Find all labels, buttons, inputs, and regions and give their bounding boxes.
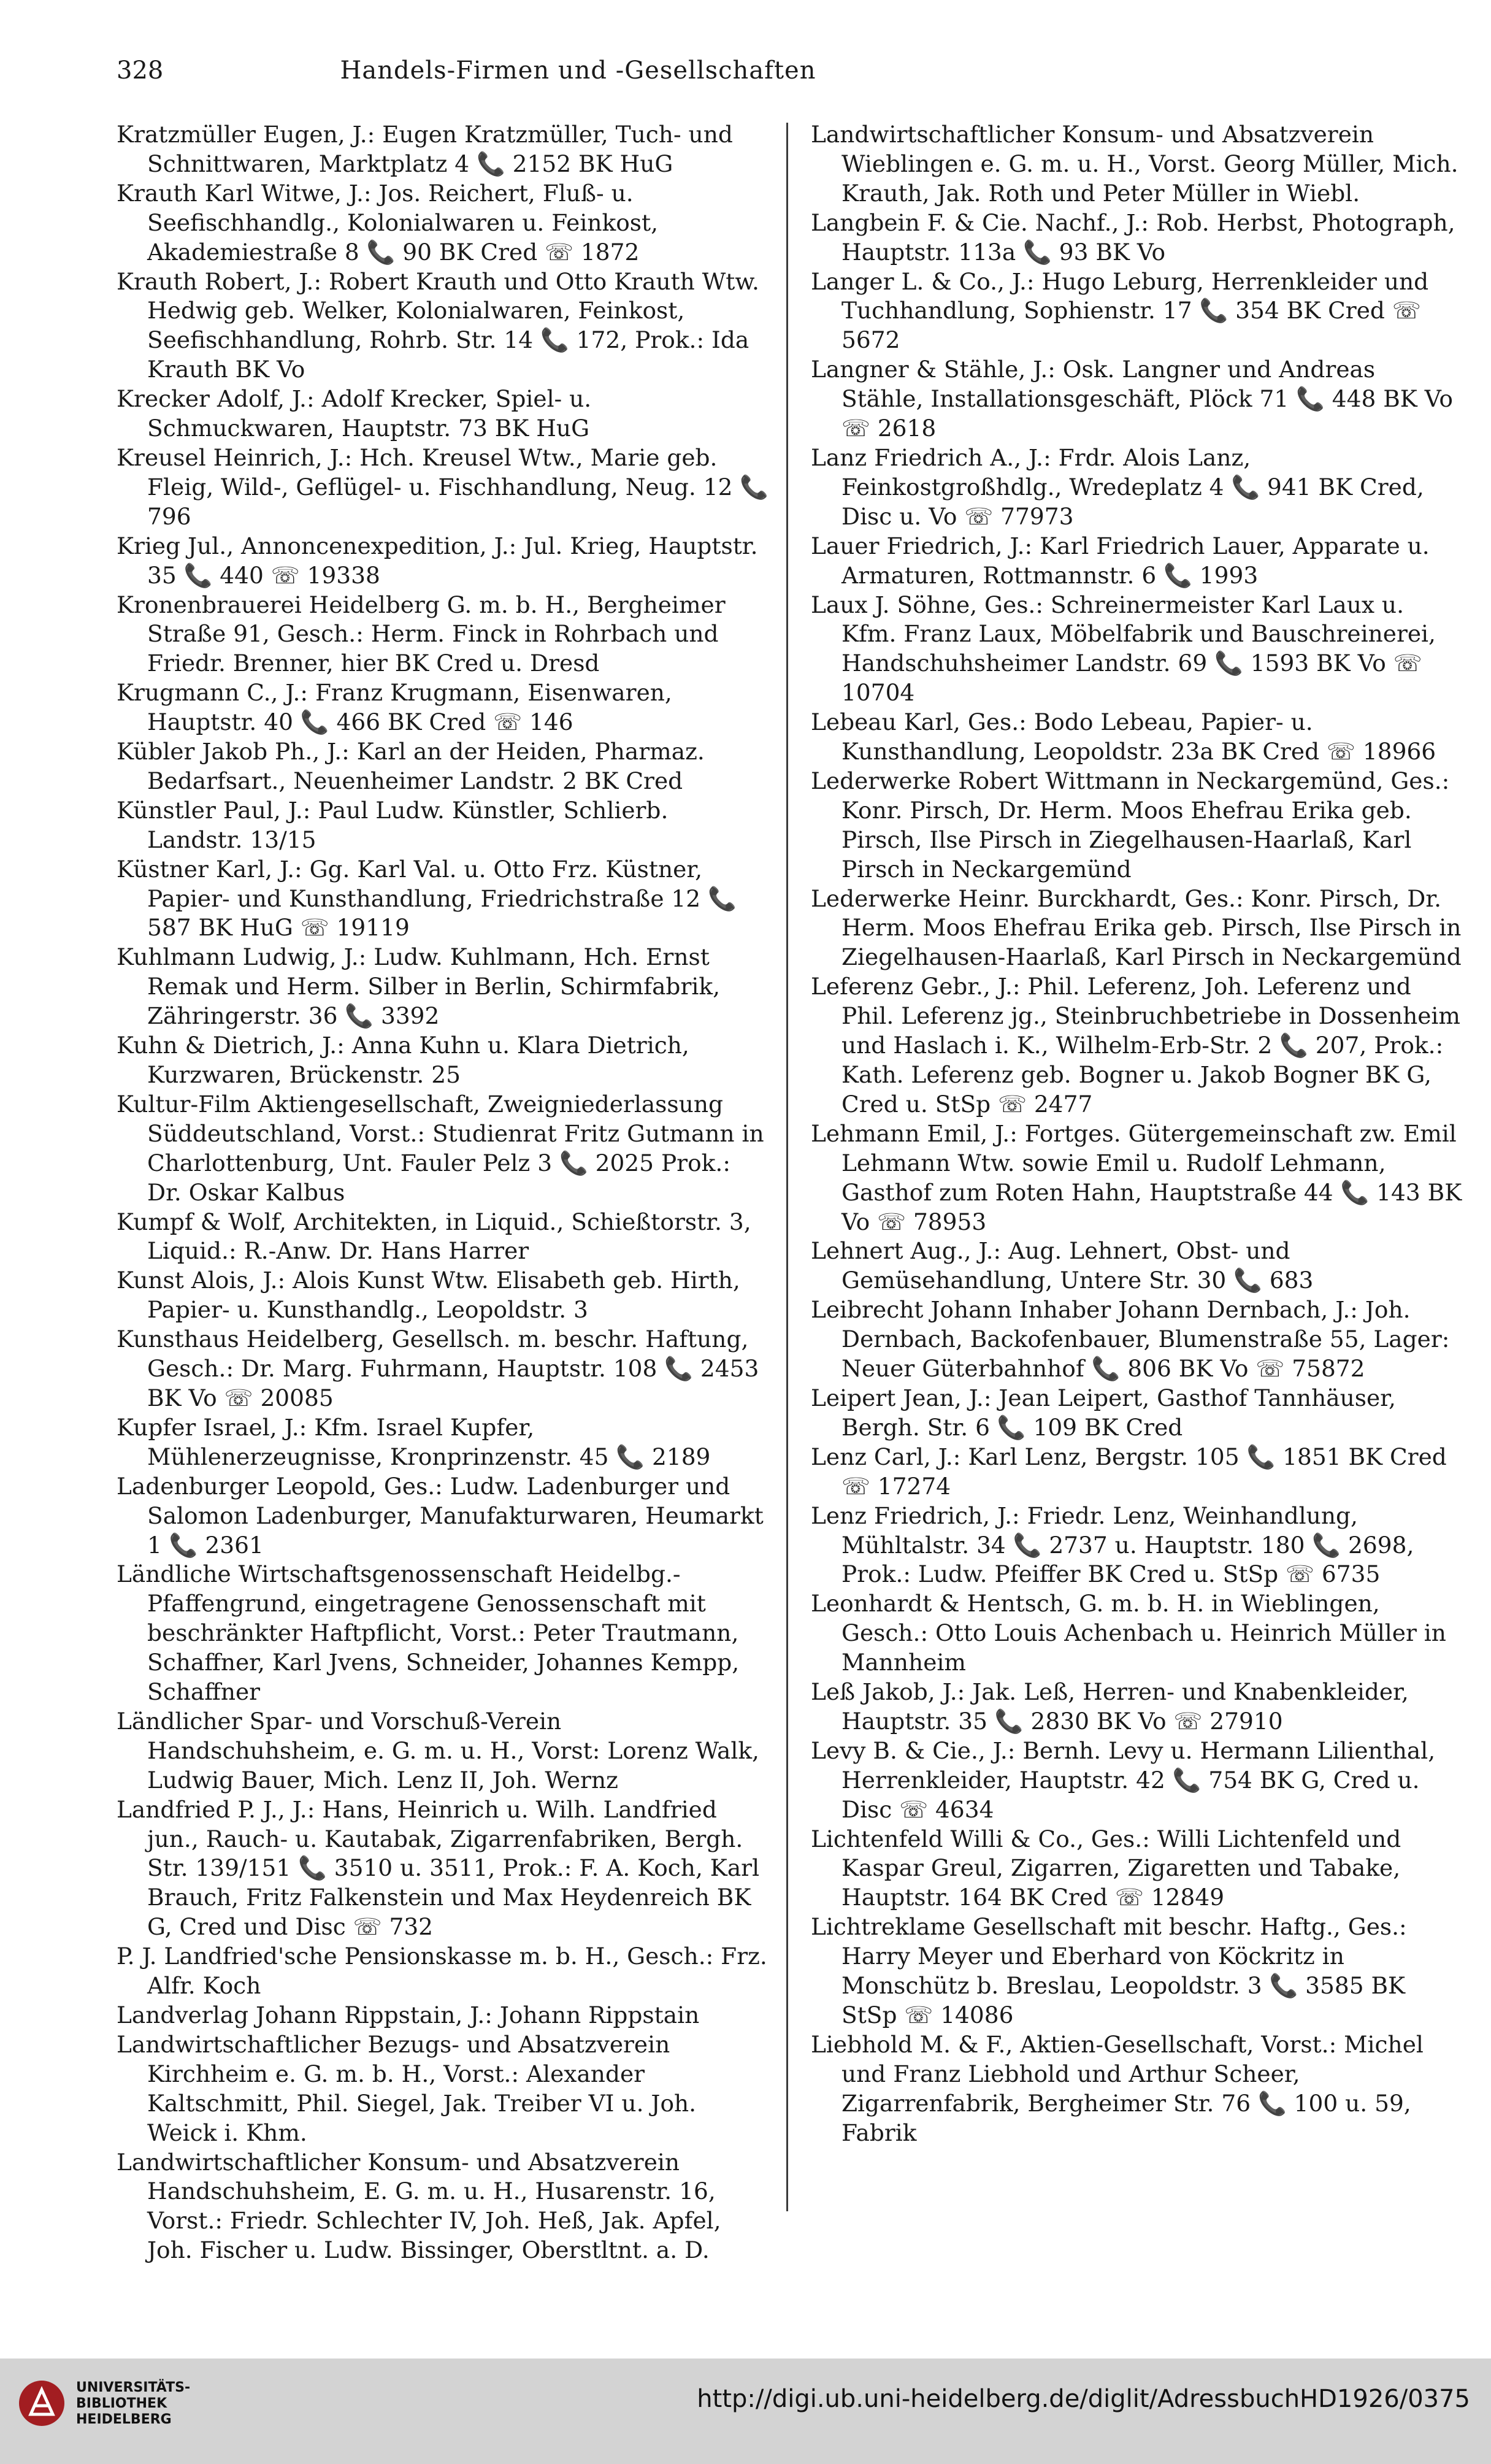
directory-entry: Kreusel Heinrich, J.: Hch. Kreusel Wtw., Marie geb. Fleig, Wild-, Geflügel- u. Fischhandlung, Neug. 12 📞 796 <box>117 443 769 530</box>
directory-entry: Krugmann C., J.: Franz Krugmann, Eisenwaren, Hauptstr. 40 📞 466 BK Cred ☏ 146 <box>117 679 672 736</box>
directory-entry: Kunsthaus Heidelberg, Gesellsch. m. beschr. Haftung, Gesch.: Dr. Marg. Fuhrmann, Hauptstr. 108 📞 2453 BK Vo ☏ 20085 <box>117 1326 759 1411</box>
directory-entry: Lederwerke Robert Wittmann in Neckargemünd, Ges.: Konr. Pirsch, Dr. Herm. Moos Ehefrau Erika geb. Pirsch, Ilse Pirsch in Ziegelhausen-Haarlaß, Karl Pirsch in Neckargemünd <box>811 767 1450 883</box>
directory-entry: P. J. Landfried'sche Pensionskasse m. b. H., Gesch.: Frz. Alfr. Koch <box>117 1943 767 2000</box>
directory-entry: Küstner Karl, J.: Gg. Karl Val. u. Otto Frz. Küstner, Papier- und Kunsthandlung, Friedrichstraße 12 📞 587 BK HuG ☏ 19119 <box>117 855 737 942</box>
directory-entry: Langbein F. & Cie. Nachf., J.: Rob. Herbst, Photograph, Hauptstr. 113a 📞 93 BK Vo <box>811 209 1455 266</box>
directory-entry: Kronenbrauerei Heidelberg G. m. b. H., Bergheimer Straße 91, Gesch.: Herm. Finck in Rohrbach und Friedr. Brenner, hier BK Cred u. Dresd <box>117 591 726 677</box>
library-name <box>76 2380 190 2428</box>
source-url-link[interactable]: http://digi.ub.uni-heidelberg.de/diglit/AdressbuchHD1926/0375 <box>697 2385 1470 2413</box>
directory-entry: Lenz Carl, J.: Karl Lenz, Bergstr. 105 📞 1851 BK Cred ☏ 17274 <box>811 1443 1447 1500</box>
directory-entry: Kumpf & Wolf, Architekten, in Liquid., Schießtorstr. 3, Liquid.: R.-Anw. Dr. Hans Harrer <box>117 1208 751 1265</box>
directory-entry: Krieg Jul., Annoncenexpedition, J.: Jul. Krieg, Hauptstr. 35 📞 440 ☏ 19338 <box>117 532 758 589</box>
directory-entry: Lichtreklame Gesellschaft mit beschr. Haftg., Ges.: Harry Meyer und Eberhard von Köckritz in Monschütz b. Breslau, Leopoldstr. 3 📞 3585 BK StSp ☏ 14086 <box>811 1913 1407 2028</box>
directory-entry: Leibrecht Johann Inhaber Johann Dernbach, J.: Joh. Dernbach, Backofenbauer, Blumenstraße 55, Lager: Neuer Güterbahnhof 📞 806 BK Vo ☏ 75872 <box>811 1296 1450 1383</box>
directory-entry: Krecker Adolf, J.: Adolf Krecker, Spiel- u. Schmuckwaren, Hauptstr. 73 BK HuG <box>117 385 592 442</box>
directory-entry: Landverlag Johann Rippstain, J.: Johann Rippstain <box>117 2002 700 2028</box>
directory-entry: Levy B. & Cie., J.: Bernh. Levy u. Hermann Lilienthal, Herrenkleider, Hauptstr. 42 📞 754 BK G, Cred u. Disc ☏ 4634 <box>811 1737 1436 1823</box>
directory-entry: Landwirtschaftlicher Konsum- und Absatzverein Handschuhsheim, E. G. m. u. H., Husarenstr. 16, Vorst.: Friedr. Schlechter IV, Joh. Heß, Jak. Apfel, Joh. Fischer u. Ludw. Bissinger, Oberstltnt. a. D. <box>117 2148 721 2264</box>
directory-entry: Lehnert Aug., J.: Aug. Lehnert, Obst- und Gemüsehandlung, Untere Str. 30 📞 683 <box>811 1237 1314 1294</box>
directory-entry: Kunst Alois, J.: Alois Kunst Wtw. Elisabeth geb. Hirth, Papier- u. Kunsthandlg., Leopoldstr. 3 <box>117 1267 740 1324</box>
directory-entry: Kultur-Film Aktiengesellschaft, Zweigniederlassung Süddeutschland, Vorst.: Studienrat Fritz Gutmann in Charlottenburg, Unt. Fauler Pelz 3 📞 2025 Prok.: Dr. Oskar Kalbus <box>117 1090 764 1206</box>
page-header <box>117 56 1040 96</box>
directory-entry: Laux J. Söhne, Ges.: Schreinermeister Karl Laux u. Kfm. Franz Laux, Möbelfabrik und Bauschreinerei, Handschuhsheimer Landstr. 69 📞 1593 BK Vo ☏ 10704 <box>811 591 1436 707</box>
directory-entry: Ladenburger Leopold, Ges.: Ludw. Ladenburger und Salomon Ladenburger, Manufakturwaren, Heumarkt 1 📞 2361 <box>117 1472 764 1559</box>
directory-entry: Leipert Jean, J.: Jean Leipert, Gasthof Tannhäuser, Bergh. Str. 6 📞 109 BK Cred <box>811 1384 1396 1441</box>
directory-entry: Landfried P. J., J.: Hans, Heinrich u. Wilh. Landfried jun., Rauch- u. Kautabak, Zigarrenfabriken, Bergh. Str. 139/151 📞 3510 u. 3511, Prok.: F. A. Koch, Karl Brauch, Fritz Falkenstein und Max Heydenreich BK G, Cred und Disc ☏ 732 <box>117 1795 760 1941</box>
directory-entry: Lederwerke Heinr. Burckhardt, Ges.: Konr. Pirsch, Dr. Herm. Moos Ehefrau Erika geb. Pirsch, Ilse Pirsch in Ziegelhausen-Haarlaß, Karl Pirsch in Neckargemünd <box>811 885 1462 971</box>
directory-entry: Leferenz Gebr., J.: Phil. Leferenz, Joh. Leferenz und Phil. Leferenz jg., Steinbruchbetriebe in Dossenheim und Haslach i. K., Wilhelm-Erb-Str. 2 📞 207, Prok.: Kath. Leferenz geb. Bogner u. Jakob Bogner BK G, Cred u. StSp ☏ 2477 <box>811 973 1460 1118</box>
directory-entry: Landwirtschaftlicher Konsum- und Absatzverein Wieblingen e. G. m. u. H., Vorst. Georg Müller, Mich. Krauth, Jak. Roth und Peter Müller in Wiebl. <box>811 121 1458 207</box>
page-number: 328 <box>117 56 164 85</box>
directory-entry: Leß Jakob, J.: Jak. Leß, Herren- und Knabenkleider, Hauptstr. 35 📞 2830 BK Vo ☏ 27910 <box>811 1678 1409 1735</box>
directory-entry: Liebhold M. & F., Aktien-Gesellschaft, Vorst.: Michel und Franz Liebhold und Arthur Scheer, Zigarrenfabrik, Bergheimer Str. 76 📞 100 u. 59, Fabrik <box>811 2030 1424 2146</box>
running-title: Handels-Firmen und -Gesellschaften <box>340 56 816 85</box>
library-name-line: UNIVERSITÄTS- <box>76 2380 191 2395</box>
directory-entry: Krauth Robert, J.: Robert Krauth und Otto Krauth Wtw. Hedwig geb. Welker, Kolonialwaren, Feinkost, Seefischhandlung, Rohrb. Str. 14 📞 172, Prok.: Ida Krauth BK Vo <box>117 267 759 383</box>
right-column <box>811 120 1464 2148</box>
directory-entry: Langer L. & Co., J.: Hugo Leburg, Herrenkleider und Tuchhandlung, Sophienstr. 17 📞 354 BK Cred ☏ 5672 <box>811 267 1429 354</box>
directory-entry: Krauth Karl Witwe, J.: Jos. Reichert, Fluß- u. Seefischhandlg., Kolonialwaren u. Feinkost, Akademiestraße 8 📞 90 BK Cred ☏ 1872 <box>117 179 659 266</box>
directory-entry: Kupfer Israel, J.: Kfm. Israel Kupfer, Mühlenerzeugnisse, Kronprinzenstr. 45 📞 2189 <box>117 1413 711 1470</box>
directory-entry: Lichtenfeld Willi & Co., Ges.: Willi Lichtenfeld und Kaspar Greul, Zigarren, Zigaretten und Tabake, Hauptstr. 164 BK Cred ☏ 12849 <box>811 1825 1401 1911</box>
directory-entry: Kübler Jakob Ph., J.: Karl an der Heiden, Pharmaz. Bedarfsart., Neuenheimer Landstr. 2 BK Cred <box>117 738 705 794</box>
directory-entry: Lehmann Emil, J.: Fortges. Gütergemeinschaft zw. Emil Lehmann Wtw. sowie Emil u. Rudolf Lehmann, Gasthof zum Roten Hahn, Hauptstraße 44 📞 143 BK Vo ☏ 78953 <box>811 1119 1462 1235</box>
left-column <box>117 120 770 2265</box>
directory-entry: Lauer Friedrich, J.: Karl Friedrich Lauer, Apparate u. Armaturen, Rottmannstr. 6 📞 1993 <box>811 532 1430 589</box>
library-name-line: HEIDELBERG <box>76 2412 172 2427</box>
directory-entry: Lenz Friedrich, J.: Friedr. Lenz, Weinhandlung, Mühltalstr. 34 📞 2737 u. Hauptstr. 180 📞 2698, Prok.: Ludw. Pfeiffer BK Cred u. StSp ☏ 6735 <box>811 1502 1414 1588</box>
column-divider <box>786 123 788 2211</box>
directory-entry: Kuhlmann Ludwig, J.: Ludw. Kuhlmann, Hch. Ernst Remak und Herm. Silber in Berlin, Schirmfabrik, Zähringerstr. 36 📞 3392 <box>117 943 721 1030</box>
directory-entry: Kratzmüller Eugen, J.: Eugen Kratzmüller, Tuch- und Schnittwaren, Marktplatz 4 📞 2152 BK HuG <box>117 121 733 177</box>
directory-entry: Lebeau Karl, Ges.: Bodo Lebeau, Papier- u. Kunsthandlung, Leopoldstr. 23a BK Cred ☏ 18966 <box>811 708 1436 766</box>
university-library-logo-icon <box>17 2379 66 2428</box>
directory-entry: Leonhardt & Hentsch, G. m. b. H. in Wieblingen, Gesch.: Otto Louis Achenbach u. Heinrich Müller in Mannheim <box>811 1590 1446 1676</box>
directory-entry: Lanz Friedrich A., J.: Frdr. Alois Lanz, Feinkostgroßhdlg., Wredeplatz 4 📞 941 BK Cred, Disc u. Vo ☏ 77973 <box>811 443 1424 530</box>
library-name-line: BIBLIOTHEK <box>76 2396 167 2411</box>
directory-entry: Landwirtschaftlicher Bezugs- und Absatzverein Kirchheim e. G. m. b. H., Vorst.: Alexander Kaltschmitt, Phil. Siegel, Jak. Treiber VI u. Joh. Weick i. Khm. <box>117 2030 697 2146</box>
directory-entry: Künstler Paul, J.: Paul Ludw. Künstler, Schlierb. Landstr. 13/15 <box>117 796 669 853</box>
directory-entry: Langner & Stähle, J.: Osk. Langner und Andreas Stähle, Installationsgeschäft, Plöck 71 📞 448 BK Vo ☏ 2618 <box>811 356 1453 442</box>
directory-entry: Kuhn & Dietrich, J.: Anna Kuhn u. Klara Dietrich, Kurzwaren, Brückenstr. 25 <box>117 1032 689 1088</box>
directory-entry: Ländliche Wirtschaftsgenossenschaft Heidelbg.-Pfaffengrund, eingetragene Genossenschaft mit beschränkter Haftpflicht, Vorst.: Peter Trautmann, Schaffner, Karl Jvens, Schneider, Johannes Kempp, Schaffner <box>117 1560 740 1706</box>
directory-entry: Ländlicher Spar- und Vorschuß-Verein Handschuhsheim, e. G. m. u. H., Vorst: Lorenz Walk, Ludwig Bauer, Mich. Lenz II, Joh. Wernz <box>117 1707 759 1794</box>
